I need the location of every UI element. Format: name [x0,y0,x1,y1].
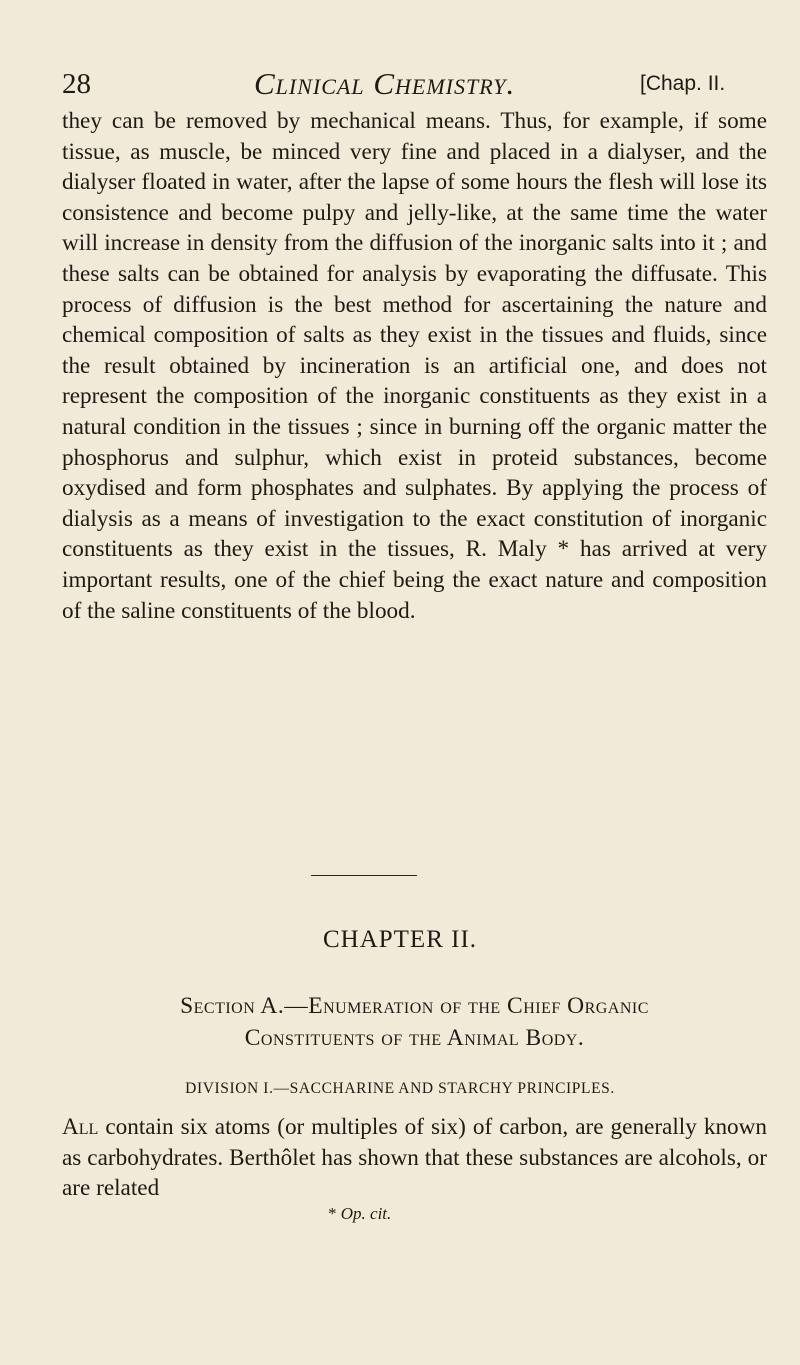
footnote-text: Op. cit. [340,1204,392,1223]
chapter-heading: CHAPTER II. [322,926,478,953]
running-title: Clinical Chemistry. [254,66,516,101]
page-header [62,68,762,108]
body-paragraph: they can be removed by mechanical means. Thus, for example, if some tissue, as muscle, be minced very fine and placed in a dialyser, and the dialyser floated in water, after the lapse of some hours the flesh will lose its consistence and become pulpy and jelly-like, at the same time the water will increase in density from the diffusion of the inorganic salts into it ; and these salts can be obtained for analysis by evaporating the diffusate. This process of diffusion is the best method for ascertaining the nature and chemical composition of salts as they exist in the tissues and fluids, since the result obtained by incineration is an artificial one, and does not represent the composition of the inorganic constituents as they exist in a natural condition in the tissues ; since in burning off the organic matter the phosphorus and sulphur, which exist in proteid substances, become oxydised and form phosphates and sulphates. By applying the process of dialysis as a means of investigation to the exact constitution of inorganic constituents as they exist in the tissues, R. Maly * has arrived at very important results, one of the chief being the exact nature and composition of the saline constituents of the blood. [62,108,767,624]
division-heading: DIVISION I.—SACCHARINE AND STARCHY PRINCIPLES. [185,1080,615,1097]
page-number: 28 [62,68,91,100]
section-heading [62,990,767,1054]
paragraph-lead-word: All [62,1114,99,1140]
chapter-paragraph [62,1112,767,1204]
section-heading-line2: Constituents of the Animal Body. [244,1025,585,1051]
chapter-reference: [Chap. II. [640,72,726,95]
section-heading-line1: Section A.—Enumeration of the Chief Organic [180,993,649,1019]
paragraph-text: contain six atoms (or multiples of six) of carbon, are generally known as carbohydrates. Berthôlet has shown that these substances are alcohols, or are related [62,1114,767,1202]
footnote-marker: * [328,1204,341,1223]
section-divider [311,875,417,876]
footnote [328,1204,391,1224]
